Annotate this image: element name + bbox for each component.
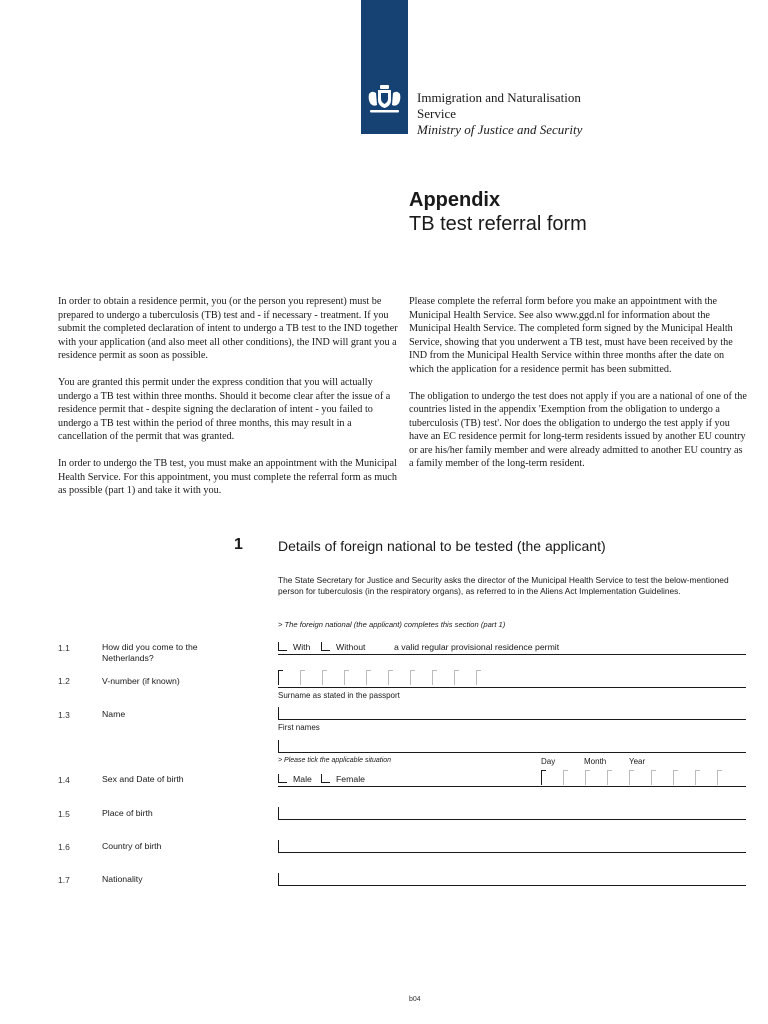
field-number: 1.4	[58, 775, 70, 785]
checkbox-with[interactable]	[278, 642, 287, 651]
field-label-name: Name	[102, 709, 126, 719]
page-code: b04	[409, 996, 421, 1003]
option-female[interactable]: Female	[321, 774, 365, 784]
tick-note: > Please tick the applicable situation	[278, 757, 392, 764]
intro-left-column	[58, 295, 398, 511]
field-number: 1.5	[58, 809, 70, 819]
field-number: 1.6	[58, 842, 70, 852]
checkbox-without[interactable]	[321, 642, 330, 651]
field-label-sex-dob: Sex and Date of birth	[102, 774, 184, 784]
surname-sublabel: Surname as stated in the passport	[278, 691, 400, 700]
applicant-note: > The foreign national (the applicant) completes this section (part 1)	[278, 620, 506, 629]
date-of-birth-input[interactable]	[541, 770, 731, 786]
intro-paragraph: Please complete the referral form before you make an appointment with the Municipal Health Service. See also www.ggd.nl for information about the Municipal Health Service. The completed form signed by the Municipal Health Service, showing that you underwent a TB test, must have been received by the IND from the Municipal Health Service within three months after the date on which the application for a residence permit has been submitted.	[409, 296, 733, 375]
field-underline	[278, 885, 746, 886]
option-male[interactable]: Male	[278, 774, 312, 784]
ministry-name: Ministry of Justice and Security	[417, 122, 583, 137]
field-number: 1.7	[58, 875, 70, 885]
field-label-place-of-birth: Place of birth	[102, 808, 153, 818]
first-names-sublabel: First names	[278, 723, 320, 732]
field-label-country-of-birth: Country of birth	[102, 841, 162, 851]
field-number: 1.1	[58, 643, 70, 653]
intro-paragraph: The obligation to undergo the test does not apply if you are a national of one of the countries listed in the appendix 'Exemption from the obligation to undergo a tuberculosis (TB) test'. Nor does the obligation to undergo the test apply if you have an EC residence permit for long-term residents issued by another EU country or are his/her family member and were already admitted to another EU country as a family member of the long-term resident.	[409, 390, 747, 469]
org-line-2: Service	[417, 106, 456, 121]
year-header: Year	[629, 757, 646, 766]
field-underline	[278, 819, 746, 820]
logo-bar	[361, 0, 408, 134]
field-label-nationality: Nationality	[102, 874, 143, 884]
field-underline	[278, 852, 746, 853]
field-number: 1.3	[58, 710, 70, 720]
month-header: Month	[584, 757, 607, 766]
intro-paragraph: You are granted this permit under the express condition that you will actually undergo a TB test within three months. Should it become clear after the issue of a residence permit that - despite signing the declaration of intent - you failed to undergo a TB test within the period of three months, this may result in a cancellation of the permit that was granted.	[58, 377, 391, 442]
coat-of-arms-icon	[365, 84, 404, 116]
checkbox-female[interactable]	[321, 774, 330, 783]
option-with[interactable]: With	[278, 642, 310, 652]
intro-paragraph: In order to obtain a residence permit, you (or the person you represent) must be prepared to undergo a tuberculosis (TB) test and - if necessary - treatment. If you submit the completed declaration of intent to undergo a TB test to the IND together with your application (and also meet all other conditions), the IND will grant you a residence permit as soon as possible.	[58, 296, 398, 361]
option-without[interactable]: Without	[321, 642, 365, 652]
intro-paragraph: In order to undergo the TB test, you must make an appointment with the Municipal Health Service. For this appointment, you must complete the referral form as much as possible (part 1) and take it with you.	[58, 458, 397, 496]
section-title: Details of foreign national to be tested (the applicant)	[278, 538, 606, 554]
field-label-vnumber: V-number (if known)	[102, 676, 180, 686]
field-underline	[278, 654, 746, 655]
section-description: The State Secretary for Justice and Security asks the director of the Municipal Health Service to test the below-mentioned person for tuberculosis (in the respiratory organs), as referred to in the Aliens Act Implementation Guidelines.	[278, 575, 729, 596]
vnumber-input[interactable]	[278, 670, 508, 686]
field-underline	[278, 786, 746, 787]
section-number: 1	[234, 536, 243, 553]
arrival-suffix: a valid regular provisional residence permit	[394, 642, 560, 652]
field-number: 1.2	[58, 676, 70, 686]
day-header: Day	[541, 757, 556, 766]
page-subtitle: TB test referral form	[409, 213, 587, 235]
org-line-1: Immigration and Naturalisation	[417, 90, 581, 105]
field-underline	[278, 687, 746, 688]
checkbox-male[interactable]	[278, 774, 287, 783]
intro-right-column	[409, 295, 749, 484]
field-underline	[278, 719, 746, 720]
organisation-name	[417, 90, 582, 138]
field-underline	[278, 752, 746, 753]
page-title: Appendix	[409, 189, 501, 211]
field-label-arrival: How did you come to the Netherlands?	[102, 642, 198, 663]
